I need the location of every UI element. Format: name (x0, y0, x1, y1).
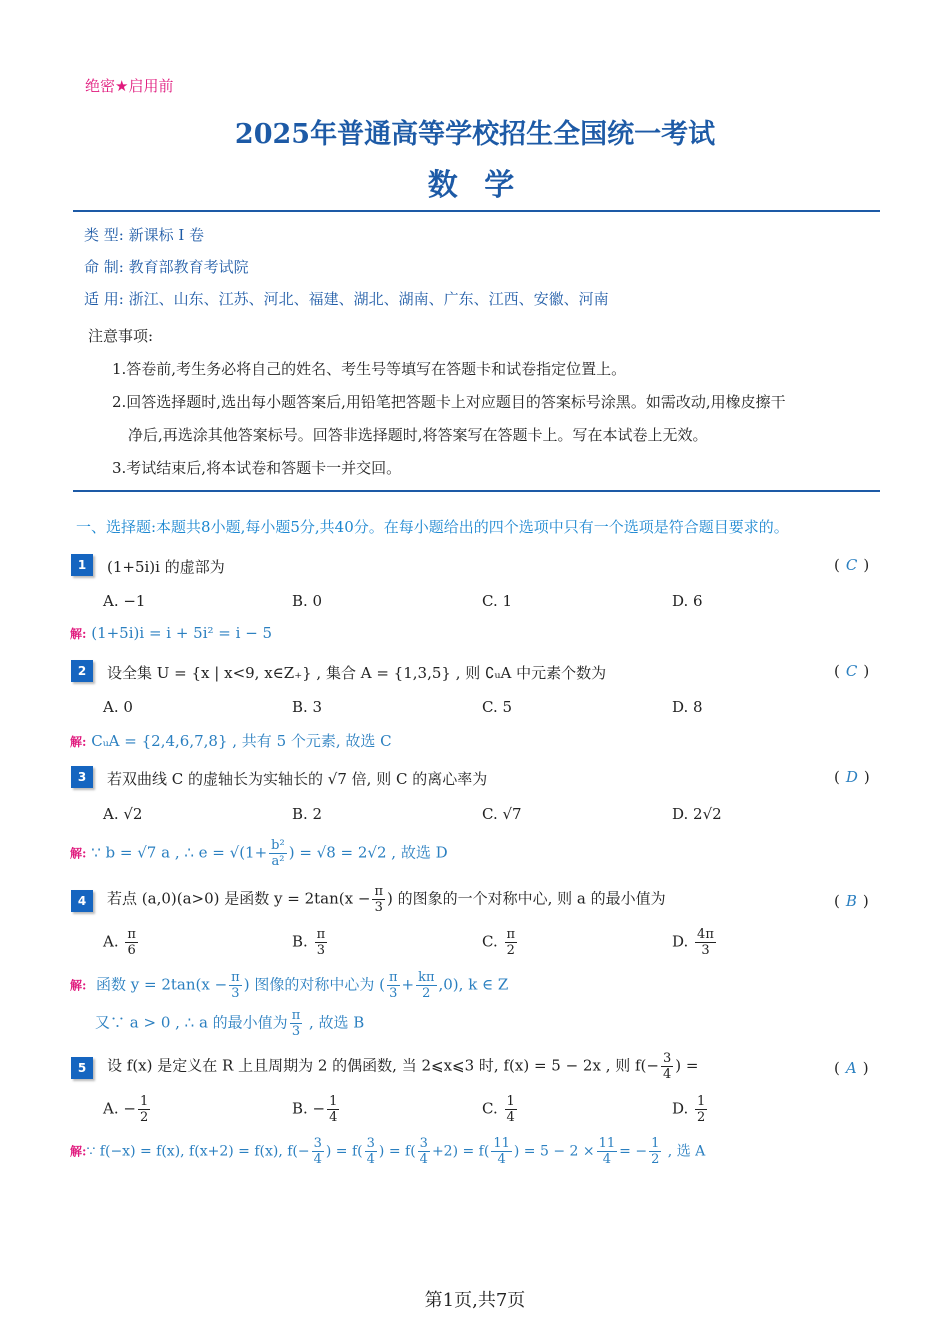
denominator: 2 (139, 1110, 149, 1125)
answer-letter: C (845, 556, 858, 574)
option-b (292, 927, 329, 958)
answer-letter: D (845, 768, 858, 786)
option-letter: A. − (103, 1099, 136, 1118)
option-c (482, 1094, 519, 1125)
option-letter: C. (482, 1099, 498, 1118)
denominator: 2 (422, 986, 431, 1001)
fraction (505, 1094, 517, 1125)
fraction (229, 970, 242, 1001)
denominator: 4 (497, 1152, 506, 1167)
denominator: 3 (701, 943, 710, 958)
question-text (107, 884, 666, 915)
info-label: 命 制: (84, 258, 129, 276)
numerator: kπ (418, 970, 435, 985)
option-d (672, 927, 718, 958)
denominator: 6 (127, 943, 136, 958)
info-label: 适 用: (84, 290, 129, 308)
solution-text: ) = 5 − 2 × (513, 1143, 595, 1160)
answer-bracket: ( C ) (834, 662, 870, 680)
divider (73, 490, 880, 492)
denominator: 4 (313, 1152, 322, 1167)
fraction (649, 1136, 661, 1167)
answer-bracket: ( A ) (834, 1059, 869, 1077)
question-text: 若双曲线 C 的虚轴长为实轴长的 √7 倍, 则 C 的离心率为 (107, 770, 488, 788)
solution-text: = − (619, 1143, 648, 1160)
numerator: 11 (493, 1136, 510, 1151)
numerator: 3 (662, 1051, 672, 1066)
solution-text: , 选 A (663, 1143, 706, 1160)
numerator: π (291, 1008, 301, 1023)
solution-text: ,0), k ∈ Z (438, 975, 509, 994)
denominator: 3 (291, 1024, 301, 1039)
fraction (315, 927, 328, 958)
numerator: 1 (139, 1094, 149, 1109)
option-b (292, 1094, 341, 1125)
solution (70, 730, 392, 751)
option-letter: A. (103, 932, 119, 951)
denominator: 3 (316, 943, 325, 958)
numerator: 3 (366, 1136, 375, 1151)
solution-text: ) = f( (325, 1143, 363, 1160)
fraction (327, 1094, 339, 1125)
info-regions (84, 288, 609, 309)
fraction (491, 1136, 512, 1167)
numerator: π (127, 927, 136, 942)
denominator: a² (271, 854, 285, 869)
question-number-badge: 1 (71, 554, 93, 576)
question-number-badge: 3 (71, 766, 93, 788)
option-d: D. 8 (672, 698, 703, 716)
answer-bracket: ( C ) (834, 556, 870, 574)
answer-bracket: ( D ) (834, 768, 870, 786)
fraction (695, 1094, 707, 1125)
answer-letter: A (845, 1059, 857, 1077)
denominator: 2 (506, 943, 515, 958)
solution-text: CᵤA = {2,4,6,7,8} , 共有 5 个元素, 故选 C (91, 732, 392, 750)
fraction (125, 927, 138, 958)
question-text (107, 1051, 698, 1082)
numerator: 11 (598, 1136, 616, 1151)
denominator: 3 (231, 986, 240, 1001)
denominator: 2 (697, 1110, 706, 1125)
option-c (482, 927, 519, 958)
numerator: π (316, 927, 326, 942)
divider (73, 210, 880, 212)
solution (70, 1136, 705, 1167)
solution-line-2 (95, 1008, 364, 1039)
question-number-badge: 5 (71, 1057, 93, 1079)
solution-text: ∵ b = √7 a , ∴ e = √(1+ (91, 843, 268, 862)
question-number-badge: 4 (71, 890, 93, 912)
page-footer: 第1页,共7页 (424, 1290, 526, 1311)
notes-heading: 注意事项: (88, 327, 154, 345)
solution (70, 970, 508, 1001)
info-value: 教育部教育考试院 (128, 258, 249, 276)
option-letter: D. (672, 1099, 689, 1118)
fraction (505, 927, 518, 958)
numerator: π (374, 884, 383, 899)
denominator: 3 (389, 986, 398, 1001)
numerator: π (231, 970, 240, 985)
numerator: 1 (651, 1136, 660, 1151)
info-value: 新课标 I 卷 (128, 226, 205, 244)
question-text: (1+5i)i 的虚部为 (107, 558, 225, 576)
text: ) 的图象的一个对称中心, 则 a 的最小值为 (386, 889, 666, 908)
solution-text: ∵ f(−x) = f(x), f(x+2) = f(x), f(− (86, 1143, 310, 1160)
denominator: 4 (419, 1152, 428, 1167)
option-c: C. 5 (482, 698, 513, 716)
option-letter: D. (672, 932, 689, 951)
text: 若点 (a,0)(a>0) 是函数 y = 2tan(x − (107, 889, 371, 908)
option-a (103, 927, 140, 958)
numerator: 3 (313, 1136, 322, 1151)
denominator: 4 (329, 1110, 338, 1125)
solution-label: 解: (70, 735, 87, 749)
option-a: A. √2 (103, 805, 143, 823)
fraction (269, 838, 287, 869)
note-item: 1.答卷前,考生务必将自己的姓名、考生号等填写在答题卡和试卷指定位置上。 (112, 360, 627, 378)
fraction (290, 1008, 303, 1039)
option-d: D. 2√2 (672, 805, 722, 823)
option-b: B. 3 (292, 698, 323, 716)
solution-text: ) = f( (378, 1143, 416, 1160)
option-a (103, 1094, 152, 1125)
numerator: b² (271, 838, 285, 853)
fraction (387, 970, 400, 1001)
numerator: π (388, 970, 398, 985)
note-item: 净后,再选涂其他答案标号。回答非选择题时,将答案写在答题卡上。写在本试卷上无效。 (128, 426, 708, 444)
section-heading: 一、选择题:本题共8小题,每小题5分,共40分。在每小题给出的四个选项中只有一个选项是符合题目要求的。 (76, 518, 789, 536)
numerator: 1 (329, 1094, 338, 1109)
solution-text: 函数 y = 2tan(x − (95, 975, 228, 994)
info-label: 类 型: (84, 226, 129, 244)
denominator: 4 (506, 1110, 515, 1125)
solution-label: 解: (70, 978, 87, 993)
option-c: C. √7 (482, 805, 522, 823)
option-b: B. 0 (292, 592, 323, 610)
question-number-badge: 2 (71, 660, 93, 682)
fraction (416, 970, 436, 1001)
solution-text: ) 图像的对称中心为 ( (243, 975, 385, 994)
note-item: 3.考试结束后,将本试卷和答题卡一并交回。 (112, 459, 402, 477)
numerator: 1 (697, 1094, 706, 1109)
solution-label: 解: (70, 1144, 87, 1159)
option-a: A. 0 (103, 698, 133, 716)
text: ) = (675, 1056, 699, 1075)
option-d: D. 6 (672, 592, 703, 610)
info-author (84, 256, 249, 277)
fraction (365, 1136, 377, 1167)
fraction (695, 927, 716, 958)
denominator: 3 (374, 900, 383, 915)
fraction (597, 1136, 618, 1167)
solution-text: (1+5i)i = i + 5i² = i − 5 (91, 624, 273, 642)
fraction (372, 884, 385, 915)
solution-label: 解: (70, 627, 87, 641)
text: 设 f(x) 是定义在 R 上且周期为 2 的偶函数, 当 2⩽x⩽3 时, f(x) = 5 − 2x , 则 f(− (107, 1056, 659, 1075)
solution (70, 838, 448, 869)
option-a: A. −1 (103, 592, 146, 610)
denominator: 4 (366, 1152, 375, 1167)
fraction (312, 1136, 324, 1167)
option-d (672, 1094, 709, 1125)
confidential-label: 绝密★启用前 (85, 77, 174, 95)
option-b: B. 2 (292, 805, 323, 823)
numerator: 1 (506, 1094, 515, 1109)
fraction (138, 1094, 150, 1125)
option-letter: B. − (292, 1099, 326, 1118)
denominator: 2 (651, 1152, 660, 1167)
answer-bracket: ( B ) (834, 892, 869, 910)
fraction (661, 1051, 673, 1082)
solution-text: ) = √8 = 2√2 , 故选 D (288, 843, 448, 862)
solution-text: 又∵ a > 0 , ∴ a 的最小值为 (95, 1013, 288, 1032)
numerator: 4π (697, 927, 714, 942)
info-value: 浙江、山东、江苏、河北、福建、湖北、湖南、广东、江西、安徽、河南 (128, 290, 609, 308)
solution-text: +2) = f( (431, 1143, 490, 1160)
fraction (418, 1136, 430, 1167)
answer-letter: B (845, 892, 857, 910)
subject-title: 数 学 (427, 168, 523, 203)
numerator: 3 (419, 1136, 428, 1151)
info-type (84, 224, 204, 245)
note-item: 2.回答选择题时,选出每小题答案后,用铅笔把答题卡上对应题目的答案标号涂黑。如需改动,用橡皮擦干 (112, 393, 786, 411)
option-letter: B. (292, 932, 308, 951)
question-text: 设全集 U = {x | x<9, x∈Z₊} , 集合 A = {1,3,5} , 则 ∁ᵤA 中元素个数为 (107, 664, 607, 682)
answer-letter: C (845, 662, 858, 680)
numerator: π (506, 927, 516, 942)
denominator: 4 (662, 1067, 672, 1082)
option-c: C. 1 (482, 592, 513, 610)
denominator: 4 (602, 1152, 611, 1167)
solution-label: 解: (70, 846, 87, 861)
solution-text: , 故选 B (304, 1013, 365, 1032)
option-letter: C. (482, 932, 498, 951)
exam-title: 2025年普通高等学校招生全国统一考试 (234, 119, 716, 150)
solution-text: + (401, 975, 415, 994)
solution (70, 624, 272, 642)
